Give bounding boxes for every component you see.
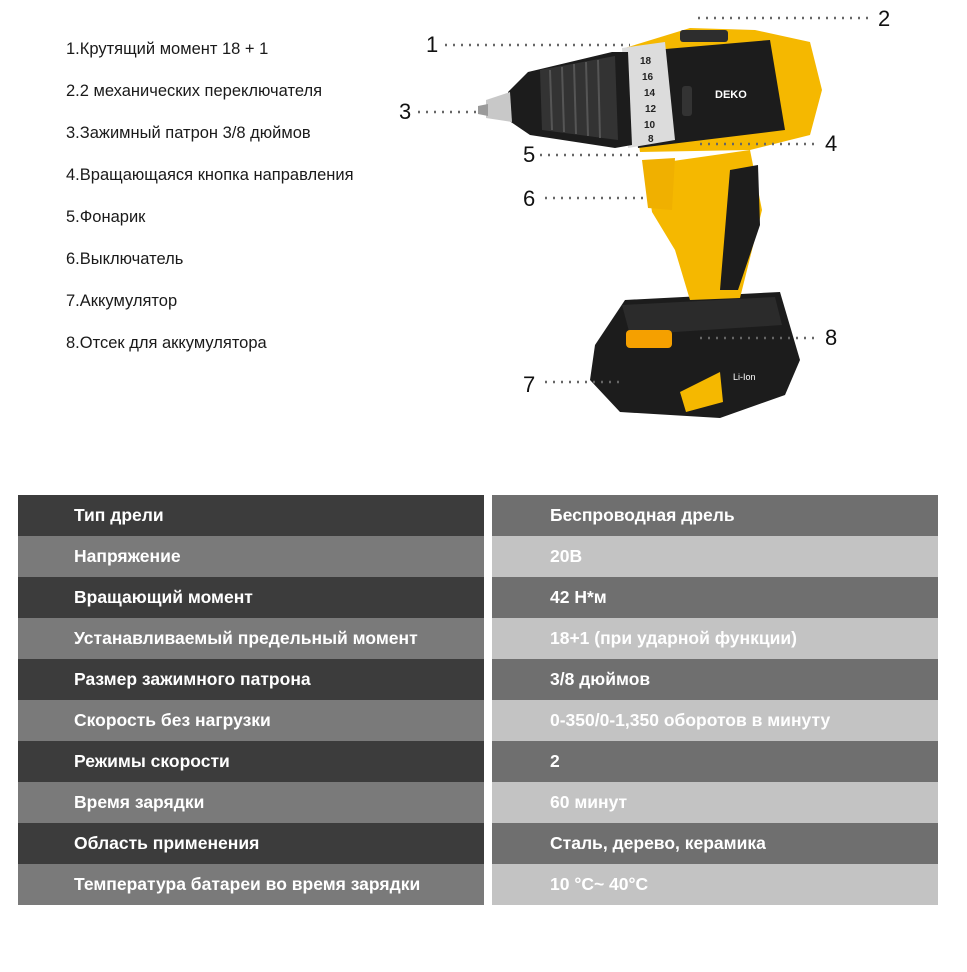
callout-2: 2 xyxy=(878,6,891,31)
spec-table xyxy=(18,495,938,905)
callout-7: 7 xyxy=(523,372,536,397)
drill-illustration xyxy=(390,0,910,440)
spec-value: 3/8 дюймов xyxy=(488,659,938,700)
spec-label: Размер зажимного патрона xyxy=(18,659,488,700)
spec-label: Напряжение xyxy=(18,536,488,577)
spec-value: 10 °C~ 40°C xyxy=(488,864,938,905)
callout-1: 1 xyxy=(426,32,439,57)
feature-item: 5.Фонарик xyxy=(66,208,146,226)
spec-label: Вращающий момент xyxy=(18,577,488,618)
spec-value: Сталь, дерево, керамика xyxy=(488,823,938,864)
feature-item: 1.Крутящий момент 18 + 1 xyxy=(66,40,269,58)
table-row xyxy=(18,536,938,577)
callout-6: 6 xyxy=(523,186,536,211)
svg-text:14: 14 xyxy=(644,88,656,99)
table-row xyxy=(18,741,938,782)
battery-pack xyxy=(590,292,800,418)
spec-label: Устанавливаемый предельный момент xyxy=(18,618,488,659)
table-row xyxy=(18,577,938,618)
spec-label: Время зарядки xyxy=(18,782,488,823)
spec-value: 42 Н*м xyxy=(488,577,938,618)
feature-item: 2.2 механических переключателя xyxy=(66,82,323,100)
svg-text:18: 18 xyxy=(640,56,652,67)
gear-switch xyxy=(680,30,728,42)
callout-3: 3 xyxy=(399,99,412,124)
spec-value: 0-350/0-1,350 оборотов в минуту xyxy=(488,700,938,741)
feature-list xyxy=(66,38,354,374)
table-row xyxy=(18,823,938,864)
spec-value: 60 минут xyxy=(488,782,938,823)
table-row xyxy=(18,782,938,823)
feature-item: 4.Вращающаяся кнопка направления xyxy=(66,166,354,184)
table-row xyxy=(18,495,938,536)
battery-release-button xyxy=(626,330,672,348)
brand-logo: DEKO xyxy=(715,89,747,101)
feature-item: 8.Отсек для аккумулятора xyxy=(66,334,267,352)
svg-text:12: 12 xyxy=(645,104,657,115)
trigger-switch xyxy=(642,158,675,210)
battery-type-label: Li-Ion xyxy=(733,372,756,382)
spec-label: Область применения xyxy=(18,823,488,864)
direction-button xyxy=(682,86,692,116)
table-row xyxy=(18,700,938,741)
spec-label: Температура батареи во время зарядки xyxy=(18,864,488,905)
callout-4: 4 xyxy=(825,131,838,156)
table-row xyxy=(18,864,938,905)
svg-text:16: 16 xyxy=(642,72,654,83)
callout-5: 5 xyxy=(523,142,536,167)
spec-label: Режимы скорости xyxy=(18,741,488,782)
chuck-tip xyxy=(486,92,512,122)
spec-value: 18+1 (при ударной функции) xyxy=(488,618,938,659)
spec-label: Скорость без нагрузки xyxy=(18,700,488,741)
svg-text:8: 8 xyxy=(648,134,654,145)
spec-value: Беспроводная дрель xyxy=(488,495,938,536)
feature-item: 7.Аккумулятор xyxy=(66,292,178,310)
table-row xyxy=(18,618,938,659)
feature-item: 3.Зажимный патрон 3/8 дюймов xyxy=(66,124,311,142)
feature-item: 6.Выключатель xyxy=(66,250,184,268)
callout-8: 8 xyxy=(825,325,838,350)
spec-value: 2 xyxy=(488,741,938,782)
spec-label: Тип дрели xyxy=(18,495,488,536)
svg-text:10: 10 xyxy=(644,120,656,131)
spec-value: 20В xyxy=(488,536,938,577)
table-row xyxy=(18,659,938,700)
battery-voltage-label: 20V xyxy=(687,388,714,405)
